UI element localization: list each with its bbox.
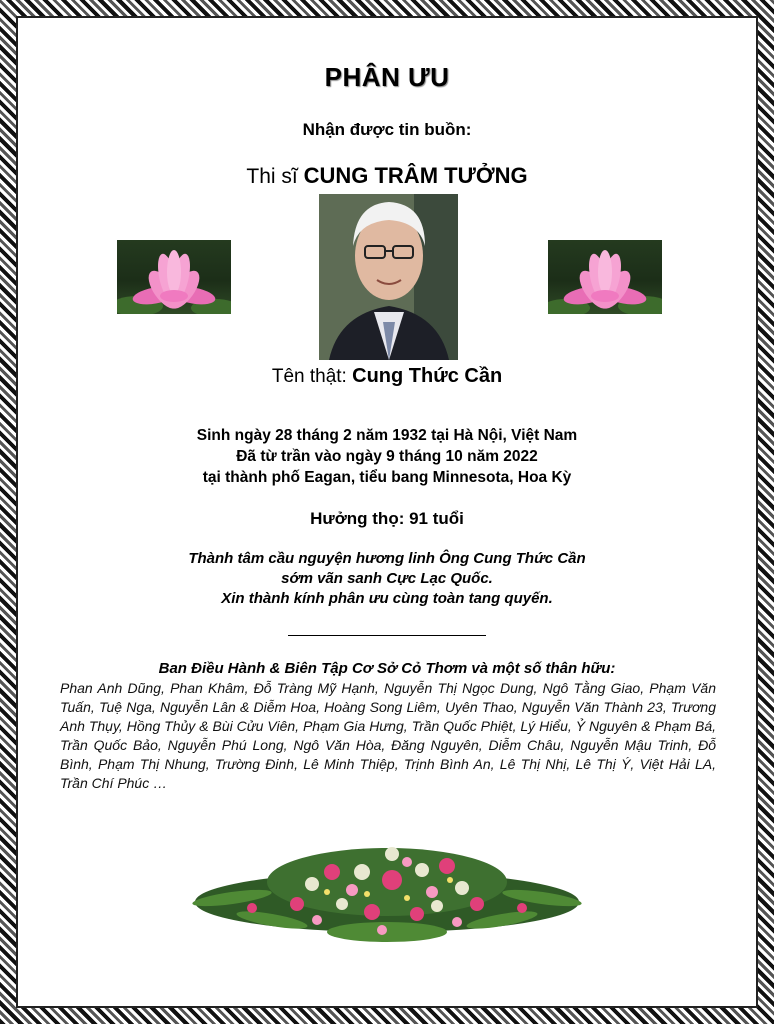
signers-list: Phan Anh Dũng, Phan Khâm, Đỗ Tràng Mỹ Hạnh, Nguyễn Thị Ngọc Dung, Ngô Tằng Giao, Phạm Văn Tuấn, Tuệ Nga, Nguyễn Lân & Diễm Hoa, Hoàng Song Liêm, Uyên Thao, Nguyễn Văn Thành 23, Trương Anh Thụy, Hồng Thủy & Bùi Cửu Viên, Phạm Gia Hưng, Trần Quốc Phiệt, Lý Hiểu, Ỷ Nguyên & Phạm Bá, Trần Quốc Bảo, Nguyễn Phú Long, Ngô Văn Hòa, Đăng Nguyên, Diễm Châu, Nguyễn Mậu Trinh, Đỗ Bình, Phạm Thị Nhung, Trường Đinh, Lê Minh Thiệp, Trịnh Bình An, Lê Thị Nhị, Lê Thị Ý, Việt Hải LA, Trần Chí Phúc …: [60, 680, 716, 791]
real-name-line: [20, 365, 754, 388]
signers-heading: Ban Điều Hành & Biên Tập Cơ Sở Cỏ Thơm và một số thân hữu:: [158, 660, 616, 677]
death-place-line: tại thành phố Eagan, tiểu bang Minnesota, Hoa Kỳ: [202, 469, 572, 486]
received-news-label: Nhận được tin buồn:: [302, 120, 472, 139]
lotus-image-left: [117, 240, 231, 314]
poet-heading: [20, 163, 754, 189]
poet-prefix: Thi sĩ: [246, 165, 304, 188]
poet-pen-name: CUNG TRÂM TƯỞNG: [303, 163, 528, 188]
age-line: Hưởng thọ: 91 tuổi: [310, 509, 464, 528]
biography-block: [20, 425, 754, 488]
real-name-value: Cung Thức Cần: [352, 365, 503, 387]
birth-line: Sinh ngày 28 tháng 2 năm 1932 tại Hà Nội, Việt Nam: [196, 427, 578, 444]
real-name-label: Tên thật:: [271, 366, 353, 387]
obituary-page: [20, 20, 754, 1004]
flower-wreath-image: [192, 832, 582, 956]
portrait-photo: [319, 194, 458, 360]
prayer-line-1: Thành tâm cầu nguyện hương linh Ông Cung Thức Cần: [188, 550, 586, 567]
prayer-line-3: Xin thành kính phân ưu cùng toàn tang quyến.: [221, 590, 553, 607]
page-title: PHÂN ƯU: [324, 62, 450, 92]
prayer-block: [20, 549, 754, 609]
prayer-line-2: sớm vãn sanh Cực Lạc Quốc.: [281, 570, 493, 587]
divider-line: [288, 635, 486, 636]
lotus-image-right: [548, 240, 662, 314]
photo-row: [20, 194, 754, 362]
death-line: Đã từ trần vào ngày 9 tháng 10 năm 2022: [236, 448, 538, 465]
